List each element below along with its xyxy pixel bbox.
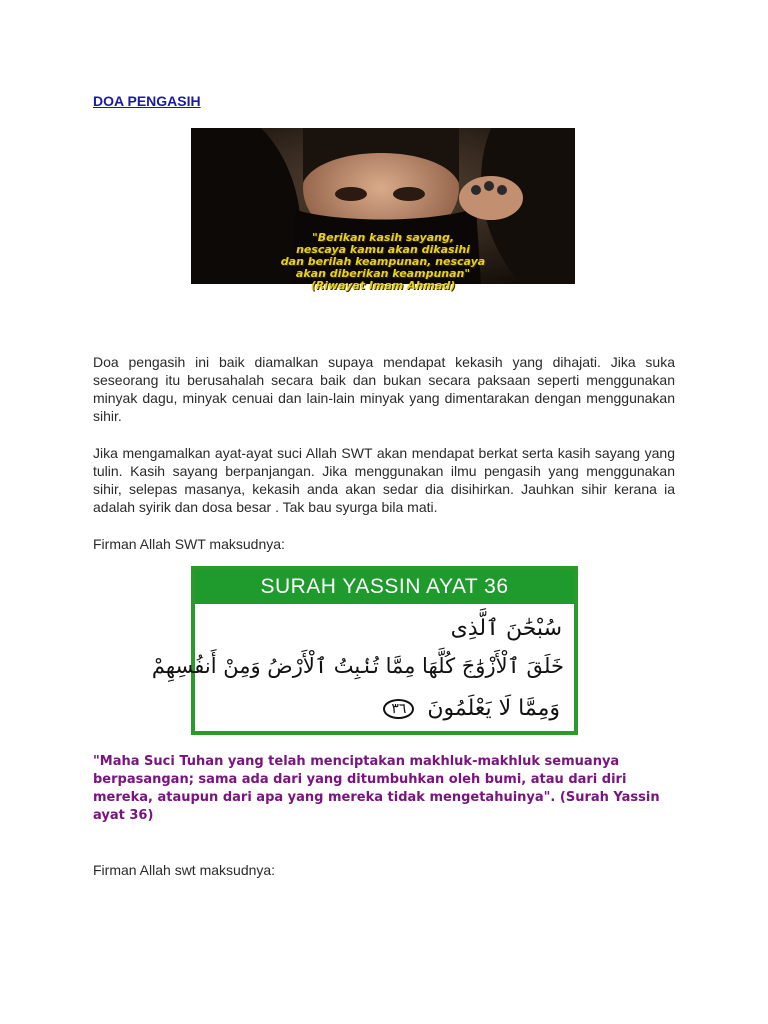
veiled-woman-photo (191, 128, 575, 292)
firman-label-2: Firman Allah swt maksudnya: (93, 862, 276, 878)
ayah-number-badge: ٣٦ (383, 699, 414, 719)
arabic-line-1: سُبْحَٰنَ ٱلَّذِى (450, 616, 562, 641)
caption-line: nescaya kamu akan dikasihi (296, 243, 470, 256)
intro-paragraph: Doa pengasih ini baik diamalkan supaya mendapat kekasih yang dihajati. Jika suka seseorang itu berusahalah secara baik dan bukan secara paksaan seperti menggunakan minyak dagu, minyak cenuai dan lain-lain minyak yang dimentarakan dengan menggunakan sihir. (93, 354, 675, 424)
surah-yassin-box (151, 566, 578, 735)
arabic-line-3-text: وَمِمَّا لَا يَعْلَمُونَ (427, 696, 560, 721)
surah-header: SURAH YASSIN AYAT 36 (195, 570, 574, 604)
photo-caption (191, 232, 575, 292)
arabic-line-2: خَلَقَ ٱلْأَزْوَٰجَ كُلَّهَا مِمَّا تُنۢبِتُ ٱلْأَرْضُ وَمِنْ أَنفُسِهِمْ (151, 654, 564, 678)
arabic-line-3 (383, 696, 560, 721)
caption-line: dan berilah keampunan, nescaya (280, 255, 486, 268)
caption-line: akan diberikan keampunan" (295, 267, 471, 280)
caption-line: "Berikan kasih sayang, (312, 231, 454, 244)
firman-label-1: Firman Allah SWT maksudnya: (93, 536, 285, 552)
second-paragraph: Jika mengamalkan ayat-ayat suci Allah SWT akan mendapat berkat serta kasih sayang yang tulin. Kasih sayang berpanjangan. Jika menggunakan ilmu pengasih yang menggunakan sihir, selepas masanya, kekasih anda akan sedar dia disihirkan. Jauhkan sihir kerana ia adalah syirik dan dosa besar . Tak bau syurga bila mati. (93, 445, 675, 515)
surah-body (151, 604, 574, 731)
translation-quote: "Maha Suci Tuhan yang telah menciptakan makhluk-makhluk semuanya berpasangan; sama ada dari yang ditumbuhkan oleh bumi, atau dari diri mereka, ataupun dari apa yang mereka tidak mengetahuinya". (Surah Yassin ayat 36) (93, 754, 660, 823)
caption-line: (Riwayat Imam Ahmad) (310, 279, 456, 292)
page-title: DOA PENGASIH (93, 93, 201, 109)
